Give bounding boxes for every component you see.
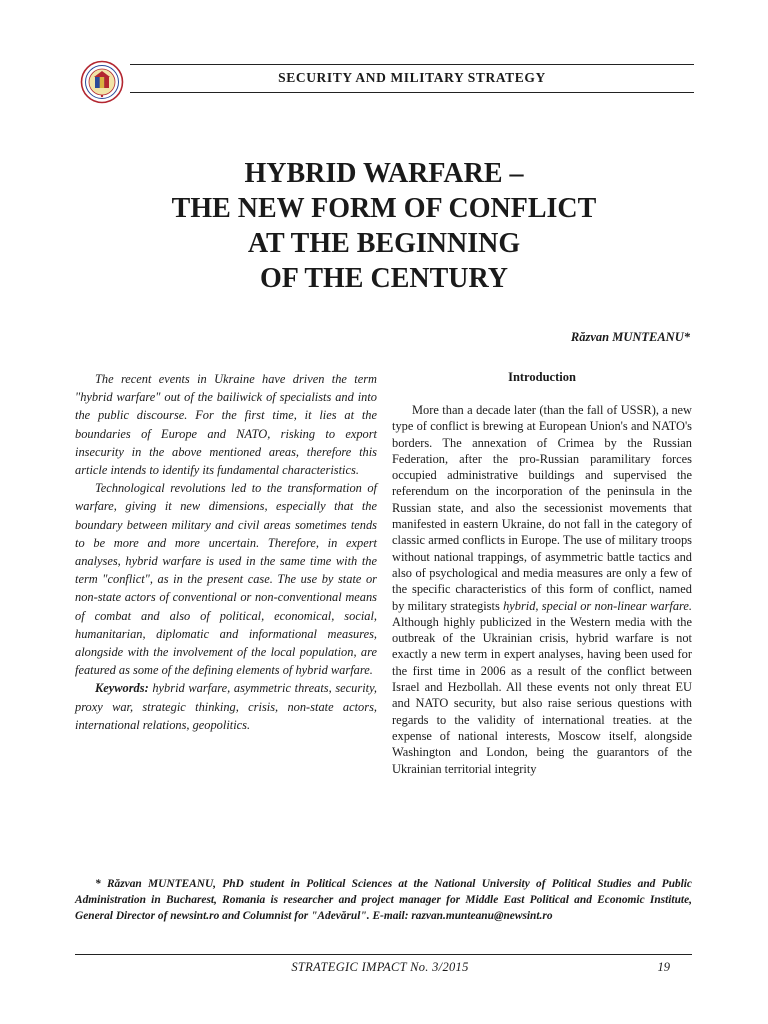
abstract-paragraph: The recent events in Ukraine have driven the term "hybrid warfare" out of the bailiwick of specialists and into the public discourse. For the first time, it lies at the boundaries of Europe and NATO, risking to export insecurity in the above mentioned areas, therefore this article intends to identify its fundamental characteristics. [75,372,377,478]
article-title-line: AT THE BEGINNING [247,228,521,259]
article-title-line: HYBRID WARFARE – [244,158,524,189]
article-title-line: OF THE CENTURY [260,263,508,294]
header-rule-bottom [130,92,694,93]
keywords-label: Keywords: [95,681,149,696]
abstract-paragraph: Technological revolutions led to the transformation of warfare, giving it new dimensions, especially that the boundary between military and civil areas sometimes tends to be more and more uncertain. Therefore, in expert analyses, hybrid warfare is used in the same time with the term "conflict", as in the present case. The use by state or non-state actors of conventional or non-conventional means of combat and also of political, economical, social, humanitarian, diplomatic and informational measures, alongside with the involvement of the local population, are featured as some of the defining elements of hybrid warfare. [75,481,377,678]
page-number: 19 [657,960,670,974]
article-title-line: THE NEW FORM OF CONFLICT [171,193,597,224]
header-rule-top [130,64,694,65]
section-title: SECURITY AND MILITARY STRATEGY [278,70,546,85]
journal-citation: STRATEGIC IMPACT No. 3/2015 [291,960,469,974]
introduction-heading: Introduction [508,370,576,384]
footer-rule [75,954,692,955]
footnote-text: * Răzvan MUNTEANU, PhD student in Political Sciences at the National University of Political Studies and Public Administration in Bucharest, Romania is researcher and project manager for Middle East Political and Economic Institute, General Director of newsint.ro and Columnist for "Adevărul". E-mail: razvan.munteanu@newsint.ro [75,878,692,922]
author-name: Răzvan MUNTEANU* [570,330,690,344]
article-title [80,156,688,296]
introduction-paragraph [392,402,692,777]
introduction-body [392,402,692,777]
institution-seal-icon [80,60,124,104]
introduction-text: More than a decade later (than the fall of USSR), a new type of conflict is brewing at European Union's and NATO's borders. The annexation of Crimea by the Russian Federation, after the pro-Russian paramilitary forces occupied administrative buildings and supervised the referendum on the incorporation of the peninsula in the Russian state, and also the secessionist movements that manifested in eastern Ukraine, do not fall in the category of classic armed conflicts in Europe. The use of military troops without national trappings, of asymmetric battle tactics and also of psychological and media measures are only a few of the specific characteristics of this form of conflict, named by military strategists [392,403,692,613]
keywords-list: hybrid warfare, asymmetric threats, security, proxy war, strategic thinking, crisis, non-state actors, international relations, geopolitics. [75,681,377,732]
keywords-paragraph [75,679,377,734]
author-footnote [75,876,692,924]
abstract [75,370,377,734]
introduction-text-continued: Although highly publicized in the Western media with the outbreak of the Ukrainian crisis, hybrid warfare is not exactly a new term in expert analyses, having been used for the first time in 2006 as a result of the conflict between Israel and Hezbollah. All these events not only threat EU and NATO security, but also raise serious questions with regards to the validity of international treaties. at the expense of national interests, Moscow itself, alongside Washington and London, being the guarantors of the Ukrainian territorial integrity [392,614,692,776]
introduction-emphasis: hybrid, special or non-linear warfare. [503,598,692,613]
